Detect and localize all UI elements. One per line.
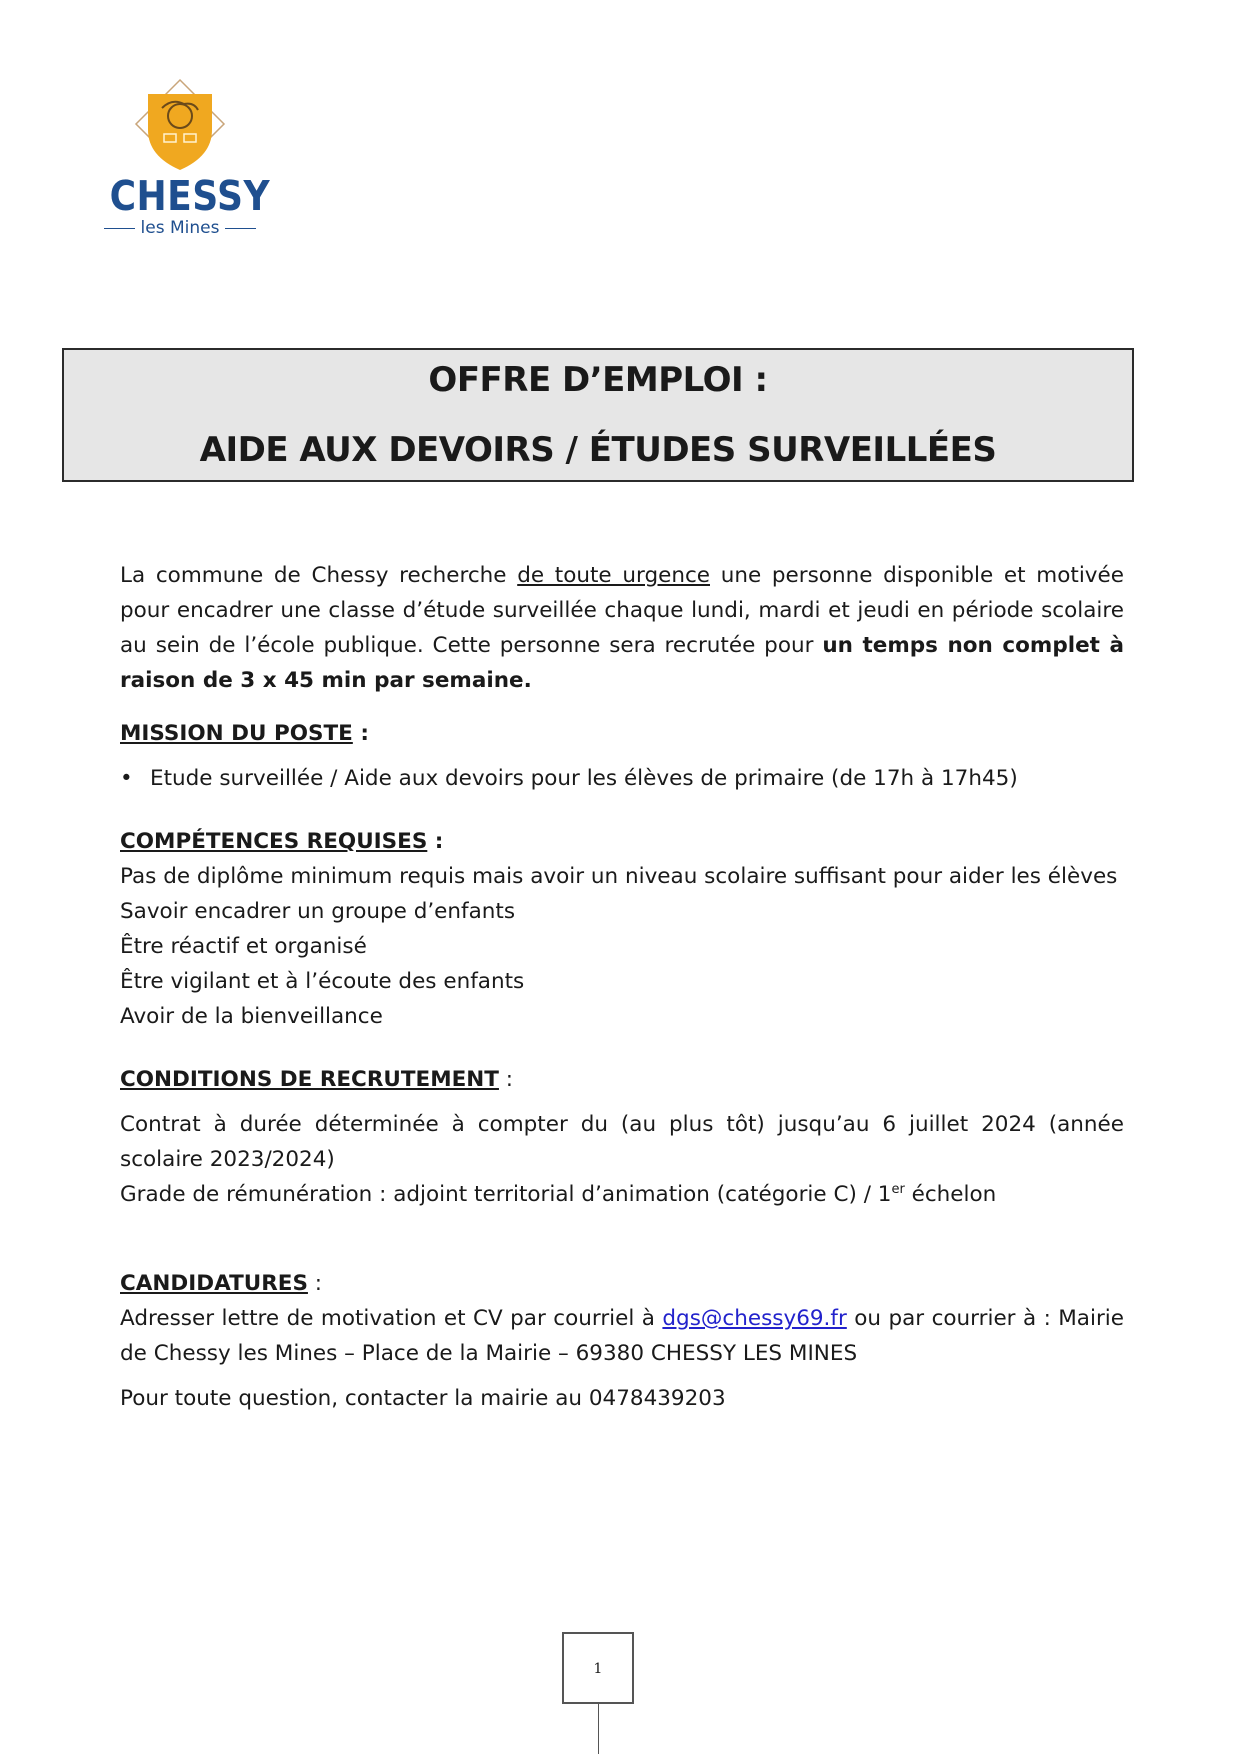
grade-text-b: échelon <box>904 1182 997 1207</box>
intro-text-b: une personne disponible et motivée pour encadrer une classe d’étude surveillée chaque lundi, mardi et jeudi en période scolaire au sein de l’école publique. Cette personne sera recrutée pour <box>120 563 1124 658</box>
competence-line: Avoir de la bienveillance <box>120 1004 383 1029</box>
competence-line: Savoir encadrer un groupe d’enfants <box>120 899 516 924</box>
document-body <box>120 558 1124 1416</box>
email-link[interactable]: dgs@chessy69.fr <box>662 1306 847 1331</box>
competence-line: Pas de diplôme minimum requis mais avoir un niveau scolaire suffisant pour aider les élèves <box>120 864 1118 889</box>
conditions-contrat: Contrat à durée déterminée à compter du (au plus tôt) jusqu’au 6 juillet 2024 (année scolaire 2023/2024) <box>120 1112 1124 1172</box>
coat-of-arms-icon <box>132 78 228 174</box>
candidatures-text-b: ou par courrier à : Mairie de Chessy les Mines – Place de la Mairie – 69380 CHESSY LES MINES <box>120 1306 1124 1366</box>
logo-rule-right <box>225 228 256 229</box>
mission-heading-text: MISSION DU POSTE <box>120 721 353 746</box>
title-line-2: AIDE AUX DEVOIRS / ÉTUDES SURVEILLÉES <box>199 430 997 470</box>
candidatures-heading-suffix: : <box>307 1271 323 1296</box>
candidatures-text-a: Adresser lettre de motivation et CV par courriel à <box>120 1306 663 1331</box>
intro-urgent: de toute urgence <box>517 563 710 588</box>
intro-bold: un temps non complet à raison de 3 x 45 min par semaine. <box>120 633 1124 693</box>
list-item: • Etude surveillée / Aide aux devoirs pour les élèves de primaire (de 17h à 17h45) <box>150 761 1124 796</box>
logo-name: CHESSY <box>109 172 271 220</box>
logo-sub-text: les Mines <box>140 218 220 238</box>
page-number: 1 <box>562 1632 634 1704</box>
logo-subtitle <box>104 218 256 238</box>
conditions-heading-text: CONDITIONS DE RECRUTEMENT <box>120 1067 499 1092</box>
competences-heading-suffix: : <box>427 829 444 854</box>
title-line-1: OFFRE D’EMPLOI : <box>428 360 768 400</box>
conditions-heading <box>120 1062 1124 1097</box>
intro-paragraph <box>120 558 1124 698</box>
competence-line: Être vigilant et à l’écoute des enfants <box>120 969 525 994</box>
candidatures-heading <box>120 1266 1124 1301</box>
candidatures-paragraph <box>120 1301 1124 1371</box>
page-number-stem <box>598 1704 599 1754</box>
intro-text-a: La commune de Chessy recherche <box>120 563 518 588</box>
chessy-logo <box>100 78 271 248</box>
title-box <box>62 348 1134 482</box>
candidatures-heading-text: CANDIDATURES <box>120 1271 308 1296</box>
grade-sup: er <box>891 1181 905 1197</box>
grade-text-a: Grade de rémunération : adjoint territorial d’animation (catégorie C) / 1 <box>120 1182 892 1207</box>
conditions-grade <box>120 1177 1124 1212</box>
logo-rule-left <box>104 228 135 229</box>
mission-heading <box>120 716 1124 751</box>
conditions-heading-suffix: : <box>498 1067 514 1092</box>
mission-list <box>120 761 1124 796</box>
competences-heading-text: COMPÉTENCES REQUISES <box>120 829 428 854</box>
contact-line: Pour toute question, contacter la mairie au 0478439203 <box>120 1386 726 1411</box>
competences-heading <box>120 824 1124 859</box>
competence-line: Être réactif et organisé <box>120 934 367 959</box>
mission-heading-suffix: : <box>352 721 369 746</box>
